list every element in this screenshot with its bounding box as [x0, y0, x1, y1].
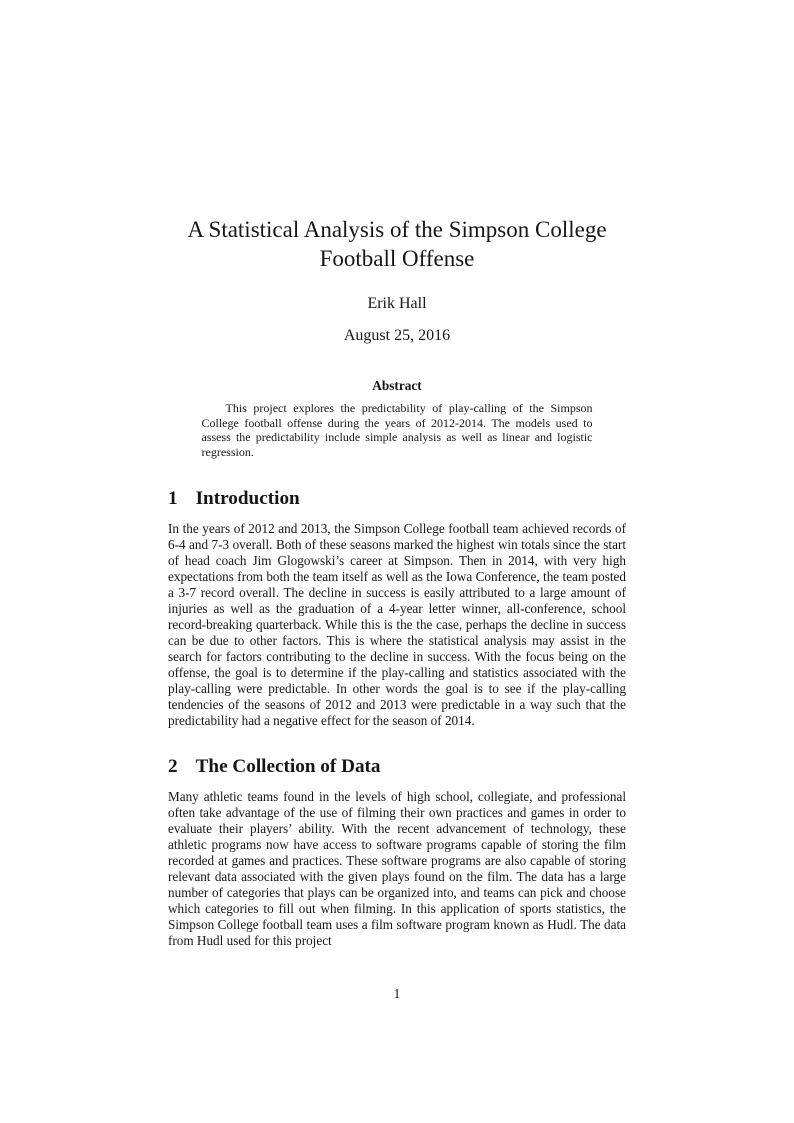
abstract-heading: Abstract [372, 378, 422, 393]
document-title-line-1: A Statistical Analysis of the Simpson College [187, 217, 607, 242]
introduction-paragraph: In the years of 2012 and 2013, the Simpson College football team achieved records of 6-4 and 7-3 overall. Both of these seasons marked the highest win totals since the start of head coach Jim Glogowski’s career at Simpson. Then in 2014, with very high expectations from both the team itself as well as the Iowa Conference, the team posted a 3-7 record overall. The decline in success is easily attributed to a large amount of injuries as well as the graduation of a 4-year letter winner, all-conference, school record-breaking quarterback. While this is the the case, perhaps the decline in success can be due to other factors. This is where the statistical analysis may assist in the search for factors contributing to the decline in success. With the focus being on the offense, the goal is to determine if the play-calling and statistics associated with the play-calling were predictable. In other words the goal is to see if the play-calling tendencies of the seasons of 2012 and 2013 were predictable in a way such that the predictability had a negative effect for the season of 2014. [168, 520, 626, 728]
abstract-text: This project explores the predictability of play-calling of the Simpson College football offense during the years of 2012-2014. The models used to assess the predictability include simple analysis as well as linear and logistic regression. [201, 401, 593, 460]
abstract-block [168, 379, 626, 460]
section-1-number: 1 [168, 487, 178, 509]
section-2-number: 2 [168, 755, 178, 777]
document-content [168, 0, 626, 949]
page-number: 1 [393, 986, 401, 1001]
section-heading-introduction [168, 488, 626, 509]
author-name: Erik Hall [367, 295, 427, 312]
publication-date: August 25, 2016 [343, 327, 451, 344]
section-2-title: The Collection of Data [195, 755, 381, 777]
collection-of-data-paragraph: Many athletic teams found in the levels of high school, collegiate, and professional often take advantage of the use of filming their own practices and games in order to evaluate their players’ ability. With the recent advancement of technology, these athletic programs now have access to software programs capable of storing the film recorded at games and practices. These software programs are also capable of storing relevant data associated with the given plays found on the film. The data has a large number of categories that plays can be organized into, and teams can pick and choose which categories to fill out when filming. In this application of sports statistics, the Simpson College football team uses a film software program known as Hudl. The data from Hudl used for this project [168, 788, 626, 948]
document-title [168, 0, 626, 273]
section-1-title: Introduction [195, 487, 300, 509]
section-heading-collection-of-data [168, 756, 626, 777]
document-title-line-2: Football Offense [319, 246, 475, 271]
